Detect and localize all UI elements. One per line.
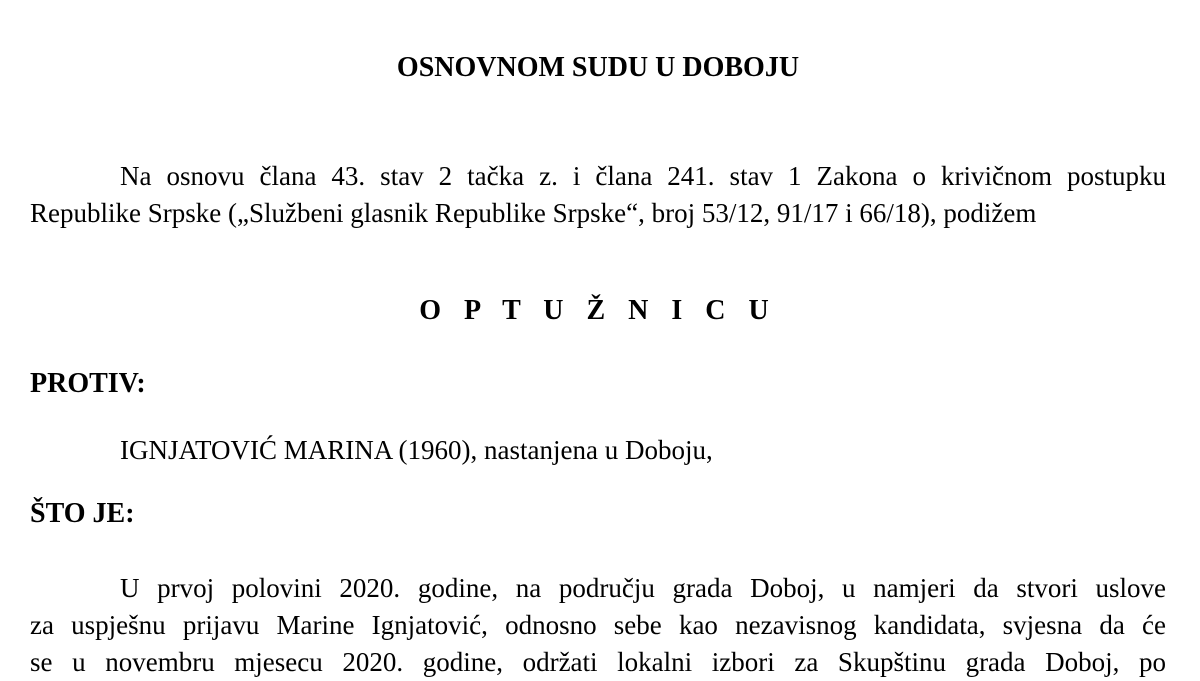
defendant-line: IGNJATOVIĆ MARINA (1960), nastanjena u Doboju, (120, 435, 713, 465)
charge-line-1: U prvoj polovini 2020. godine, na području grada Doboj, u namjeri da stvori uslove (120, 573, 1166, 603)
court-title: OSNOVNOM SUDU U DOBOJU (396, 52, 800, 83)
against-label: PROTIV: (30, 368, 146, 399)
legal-basis-line-2: Republike Srpske („Službeni glasnik Republike Srpske“, broj 53/12, 91/17 i 66/18), podižem (30, 198, 1037, 228)
charge-line-2: za uspješnu prijavu Marine Ignjatović, odnosno sebe kao nezavisnog kandidata, svjesna da će (30, 610, 1166, 640)
indictment-heading: O P T U Ž N I C U (419, 295, 777, 326)
legal-basis-line-1: Na osnovu člana 43. stav 2 tačka z. i člana 241. stav 1 Zakona o krivičnom postupku (120, 161, 1166, 191)
charge-intro-label: ŠTO JE: (30, 498, 135, 529)
legal-basis-paragraph (30, 158, 1166, 232)
charge-paragraph (30, 570, 1166, 681)
charge-line-3: se u novembru mjesecu 2020. godine, održati lokalni izbori za Skupštinu grada Doboj, po (30, 647, 1166, 677)
